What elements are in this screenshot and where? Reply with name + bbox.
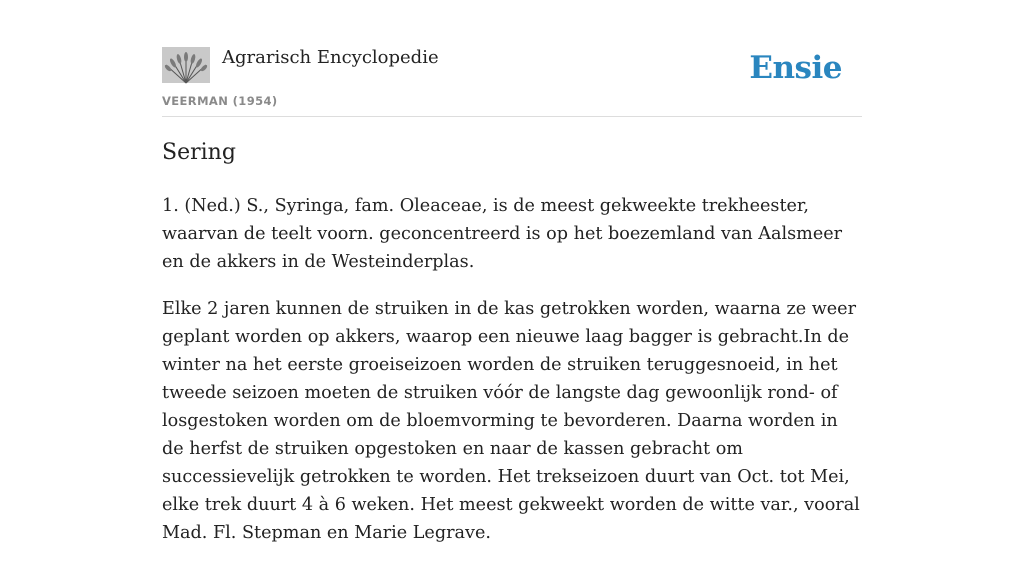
book-title[interactable]: Agrarisch Encyclopedie [222, 47, 439, 68]
article-paragraph: Elke 2 jaren kunnen de struiken in de kas getrokken worden, waarna ze weer geplant worden op akkers, waarop een nieuwe laag bagger is gebracht.In de winter na het eerste groeiseizoen worden de struiken teruggesnoeid, in het tweede seizoen moeten de struiken vóór de langste dag gewoonlijk rond- of losgestoken worden om de bloemvorming te bevorderen. Daarna worden in de herfst de struiken opgestoken en naar de kassen gebracht om successievelijk getrokken te worden. Het trekseizoen duurt van Oct. tot Mei, elke trek duurt 4 à 6 weken. Het meest gekweekt worden de witte var., vooral Mad. Fl. Stepman en Marie Legrave. [162, 299, 860, 543]
header [162, 46, 862, 117]
article-paragraph: 1. (Ned.) S., Syringa, fam. Oleaceae, is de meest gekweekte trekheester, waarvan de teelt voorn. geconcentreerd is op het boezemland van Aalsmeer en de akkers in de Westeinderplas. [162, 196, 843, 272]
article-title: Sering [162, 140, 236, 165]
brand-logo[interactable]: Ensie [749, 50, 842, 86]
author-label: VEERMAN (1954) [162, 94, 278, 108]
wheat-icon[interactable] [162, 47, 210, 83]
article-body [162, 192, 864, 566]
